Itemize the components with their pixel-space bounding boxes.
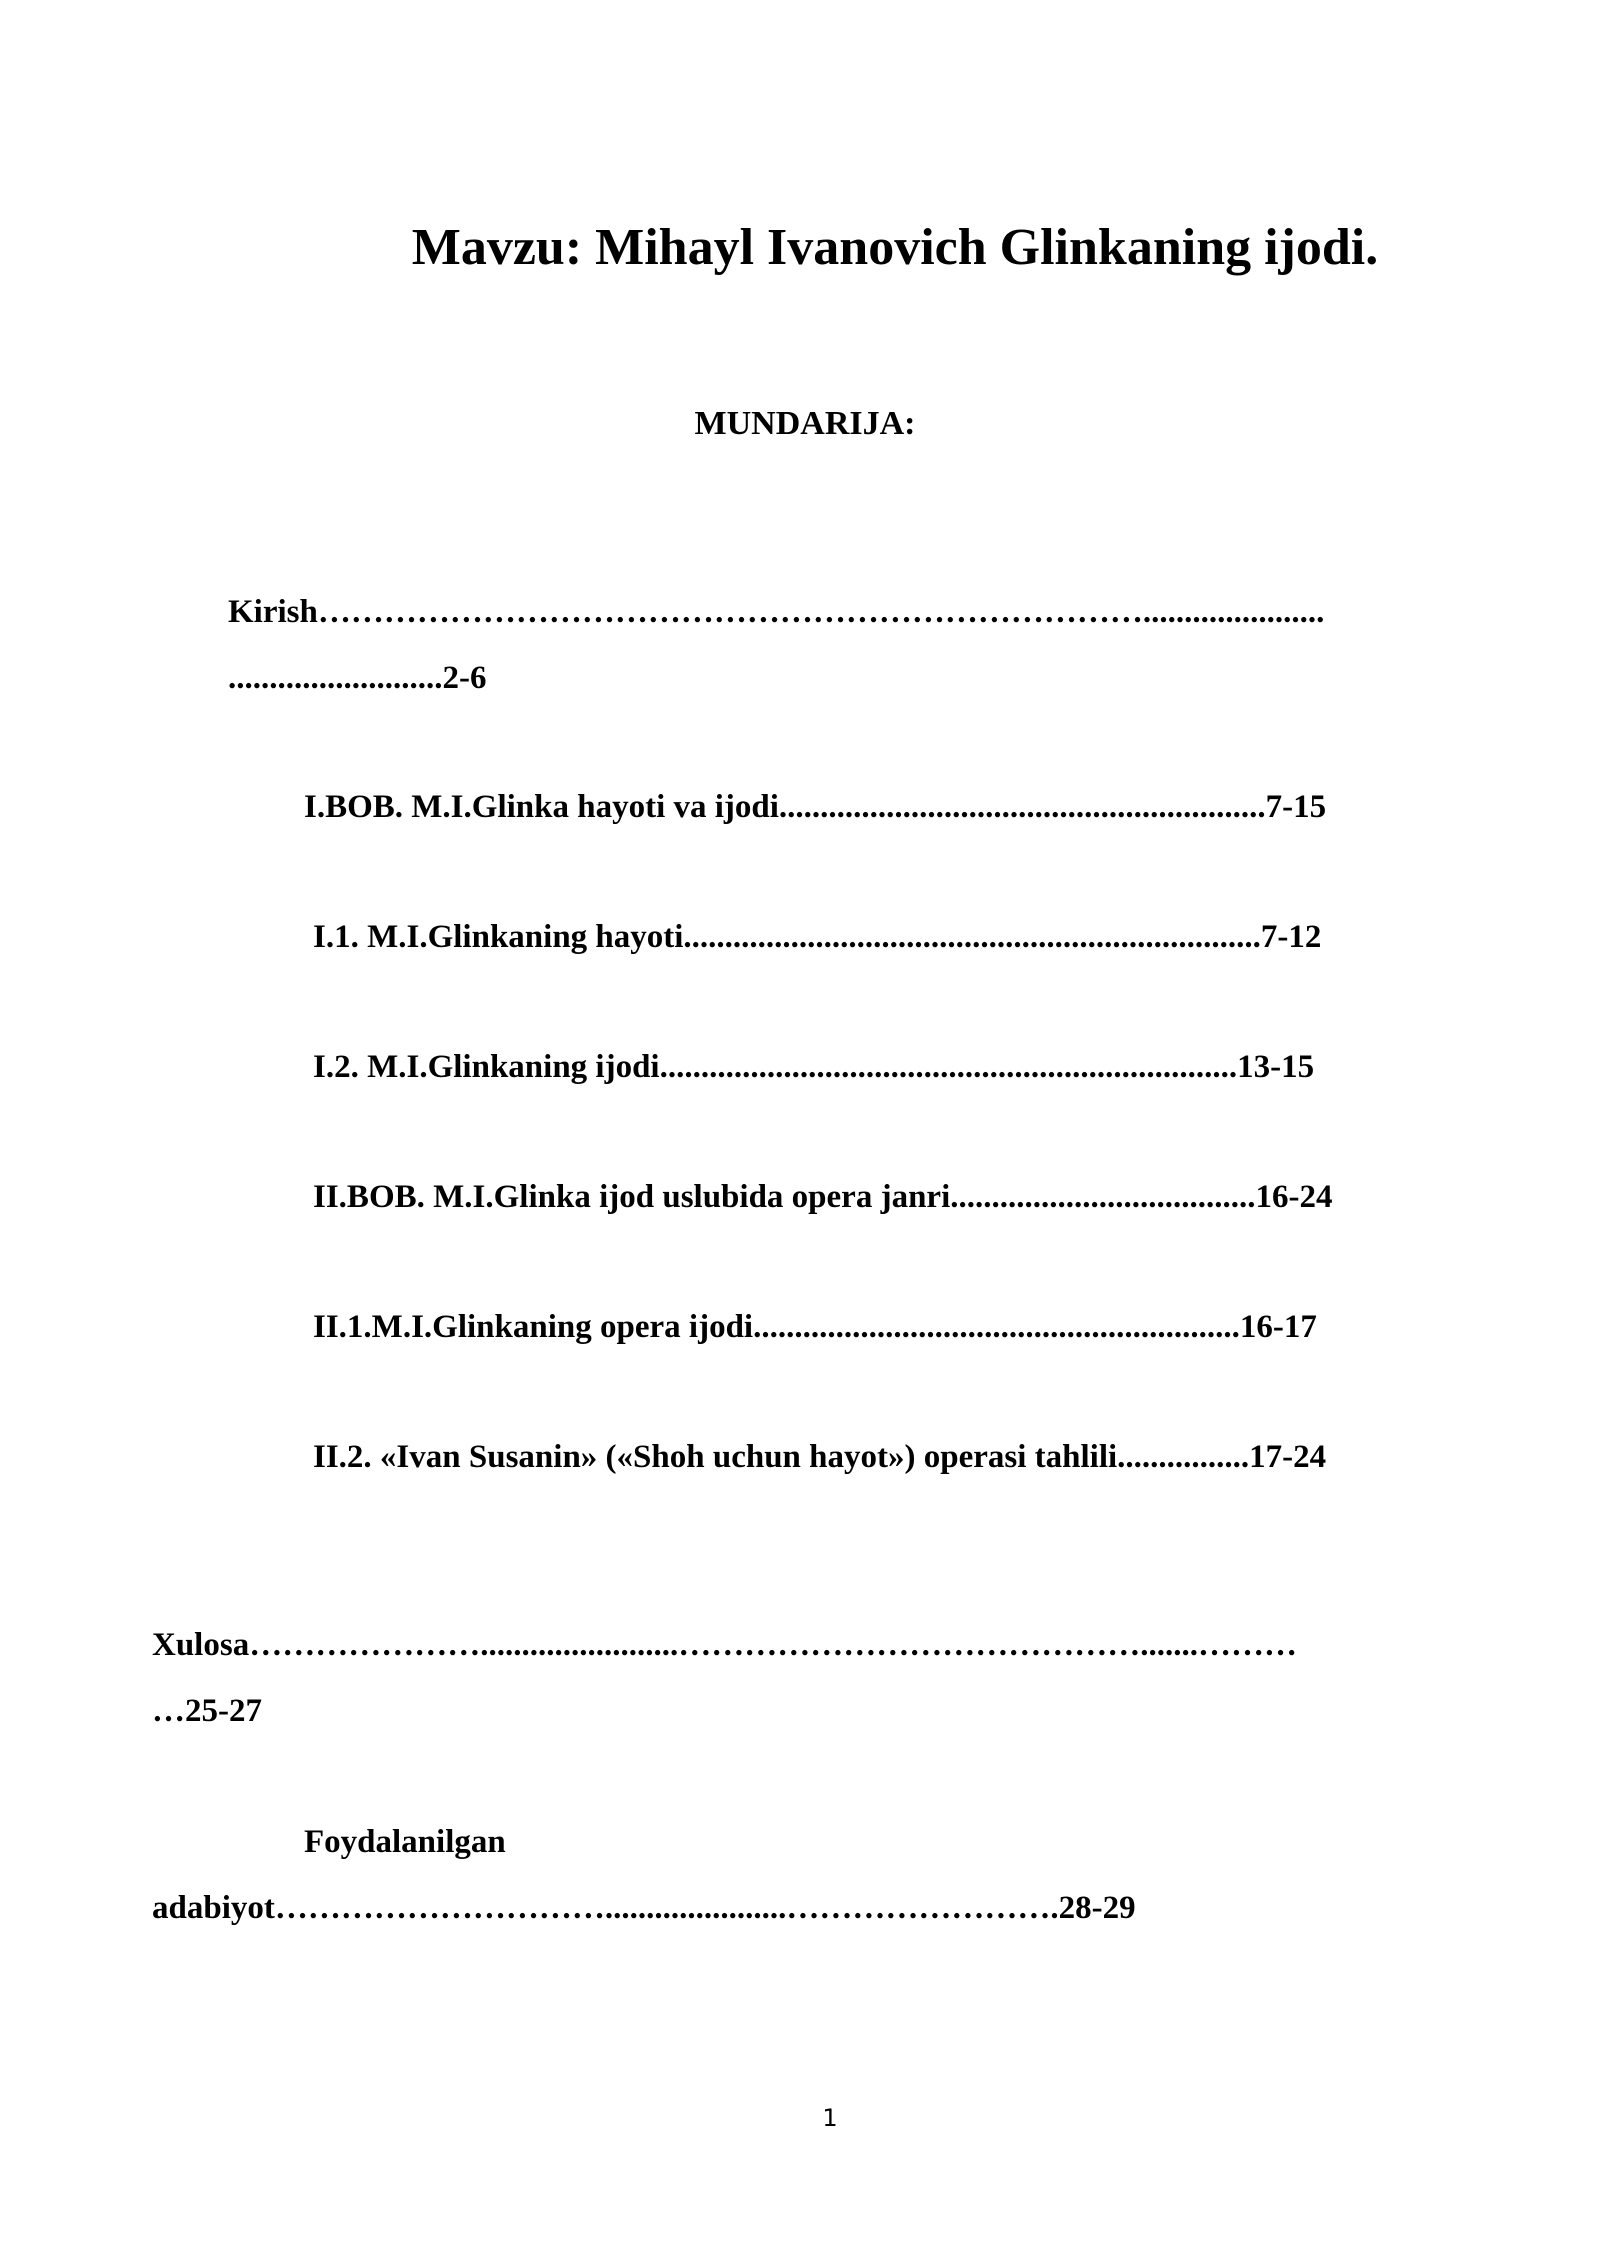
page-number: 1 xyxy=(822,2104,838,2132)
toc-entry-foydalanilgan-line2: adabiyot…………………………......................…………………….28-29 xyxy=(152,1890,1136,1926)
toc-entry-xulosa-line1: Xulosa…………………........................…………………………………….......……… xyxy=(152,1627,1297,1663)
toc-entry-xulosa-line2: …25-27 xyxy=(152,1693,262,1729)
toc-entry-bob1-2: I.2. M.I.Glinkaning ijodi......................................................................13-15 xyxy=(313,1049,1315,1085)
toc-entry-bob2: II.BOB. M.I.Glinka ijod uslubida opera janri.....................................16-24 xyxy=(313,1179,1333,1215)
toc-heading: MUNDARIJA: xyxy=(694,405,916,442)
toc-entry-foydalanilgan-line1: Foydalanilgan xyxy=(304,1824,506,1860)
toc-entry-bob2-1: II.1.M.I.Glinkaning opera ijodi...........................................................16-17 xyxy=(313,1309,1317,1345)
document-title: Mavzu: Mihayl Ivanovich Glinkaning ijodi. xyxy=(411,219,1379,276)
toc-entry-bob1-1: I.1. M.I.Glinkaning hayoti......................................................................7-12 xyxy=(313,919,1322,955)
toc-entry-kirish-line2: ..........................2-6 xyxy=(228,660,487,696)
toc-entry-kirish-line1: Kirish…………………………………………………………………...................... xyxy=(228,594,1325,630)
toc-entry-bob1: I.BOB. M.I.Glinka hayoti va ijodi...........................................................7-15 xyxy=(304,789,1327,825)
toc-entry-bob2-2: II.2. «Ivan Susanin» («Shoh uchun hayot») operasi tahlili................17-24 xyxy=(313,1439,1327,1475)
